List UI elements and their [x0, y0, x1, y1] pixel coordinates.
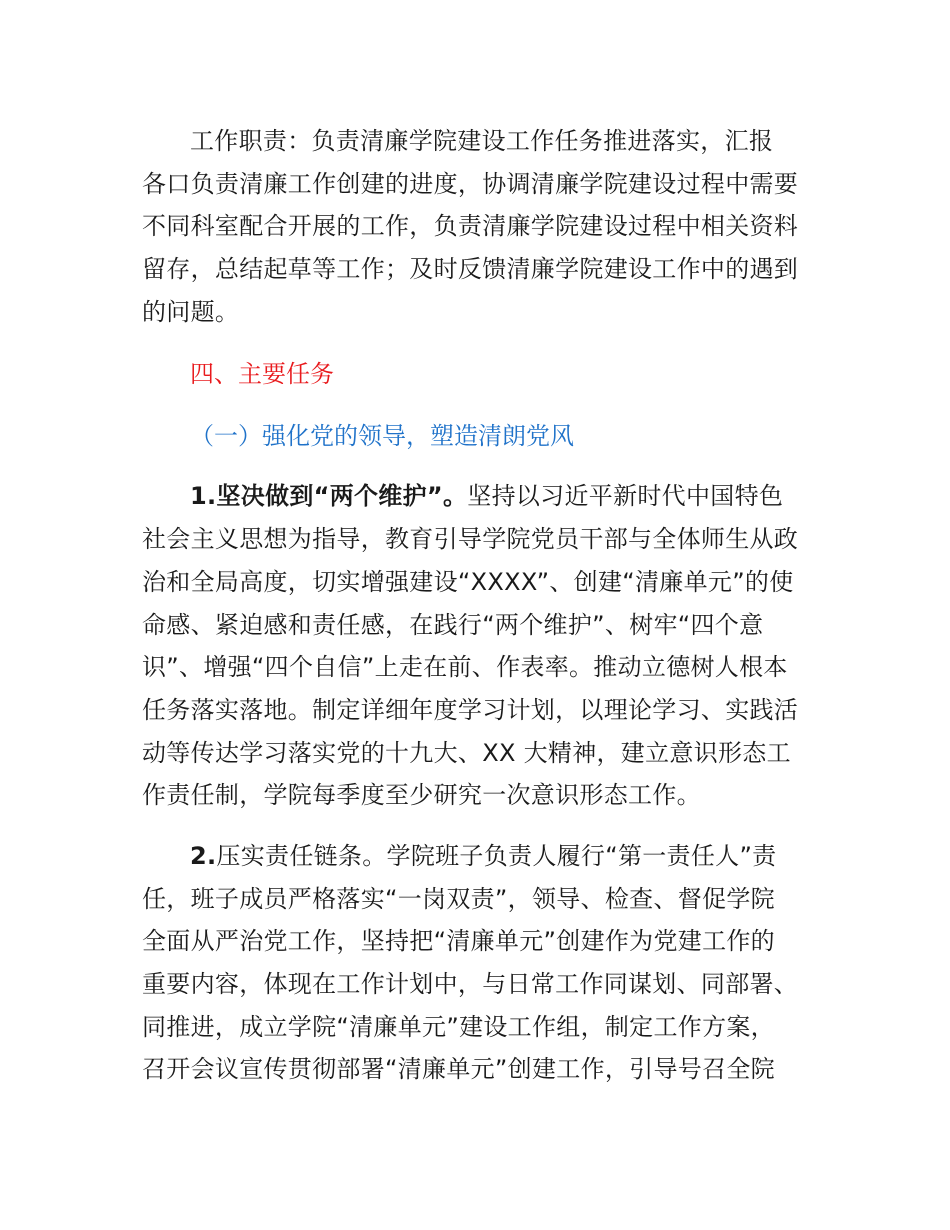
paragraph-line: 的问题。 — [142, 297, 240, 326]
paragraph-line: 社会主义思想为指导，教育引导学院党员干部与全体师生从政 — [142, 525, 799, 554]
paragraph-line: 作责任制，学院每季度至少研究一次意识形态工作。 — [142, 781, 701, 810]
paragraph-line: 识”、增强“四个自信”上走在前、作表率。推动立德树人根本 — [142, 653, 788, 682]
subsection-heading: （一）强化党的领导，塑造清朗党风 — [190, 422, 574, 451]
item-text: 压实责任链条。学院班子负责人履行“第一责任人”责 — [216, 841, 777, 870]
paragraph-line: 不同科室配合开展的工作，负责清廉学院建设过程中相关资料 — [142, 212, 799, 241]
item-title: 坚决做到“两个维护”。 — [216, 482, 468, 511]
paragraph-line: 留存，总结起草等工作；及时反馈清廉学院建设工作中的遇到 — [142, 255, 799, 284]
paragraph-line: 同推进，成立学院“清廉单元”建设工作组，制定工作方案， — [142, 1012, 775, 1041]
section-heading: 四、主要任务 — [190, 360, 334, 389]
paragraph-line: 动等传达学习落实党的十九大、XX 大精神，建立意识形态工 — [142, 738, 791, 767]
item-1-paragraph — [142, 475, 814, 817]
paragraph-line: 工作职责：负责清廉学院建设工作任务推进落实，汇报 — [190, 127, 774, 155]
paragraph-line: 各口负责清廉工作创建的进度，协调清廉学院建设过程中需要 — [142, 169, 799, 198]
paragraph-line: 召开会议宣传贯彻部署“清廉单元”创建工作，引导号召全院 — [142, 1055, 775, 1084]
item-number: 2. — [190, 841, 217, 870]
paragraph-line: 任，班子成员严格落实“一岗双责”，领导、检查、督促学院 — [142, 884, 775, 913]
duties-paragraph — [142, 120, 814, 333]
paragraph-line: 命感、紧迫感和责任感，在践行“两个维护”、树牢“四个意 — [142, 610, 764, 639]
paragraph-line: 全面从严治党工作，坚持把“清廉单元”创建作为党建工作的 — [142, 927, 775, 956]
item-number: 1. — [190, 482, 217, 511]
document-body — [142, 120, 814, 1091]
item-text: 坚持以习近平新时代中国特色 — [467, 482, 784, 511]
paragraph-line: 重要内容，体现在工作计划中，与日常工作同谋划、同部署、 — [142, 970, 799, 998]
item-2-paragraph — [142, 835, 814, 1091]
paragraph-line: 任务落实落地。制定详细年度学习计划，以理论学习、实践活 — [142, 695, 799, 724]
paragraph-line: 治和全局高度，切实增强建设“XXXX”、创建“清廉单元”的使 — [142, 567, 794, 596]
paragraph-line — [142, 835, 814, 878]
paragraph-line — [142, 475, 814, 518]
